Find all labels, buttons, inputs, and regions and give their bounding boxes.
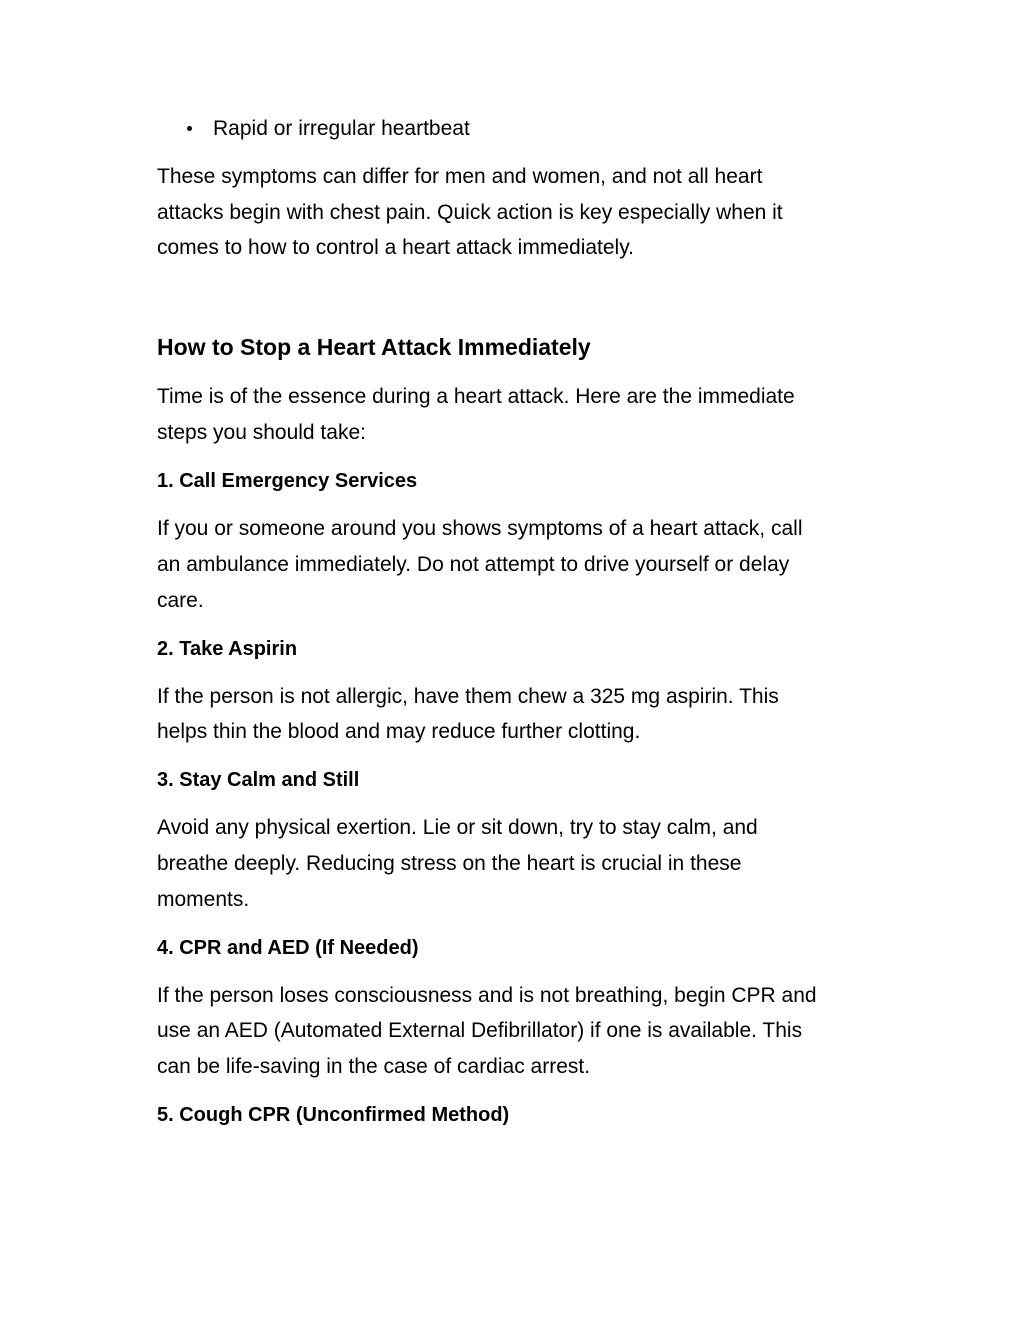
bullet-dot-icon xyxy=(187,126,192,131)
section-intro-line: Time is of the essence during a heart attack. Here are the immediate xyxy=(157,385,795,408)
step-line: breathe deeply. Reducing stress on the heart is crucial in these xyxy=(157,852,742,875)
step-line: an ambulance immediately. Do not attempt to drive yourself or delay xyxy=(157,553,790,576)
intro-line: These symptoms can differ for men and women, and not all heart xyxy=(157,165,763,188)
step-title: 4. CPR and AED (If Needed) xyxy=(157,937,419,959)
intro-line: attacks begin with chest pain. Quick action is key especially when it xyxy=(157,201,783,224)
step-title: 5. Cough CPR (Unconfirmed Method) xyxy=(157,1104,510,1126)
step-line: can be life-saving in the case of cardiac arrest. xyxy=(157,1055,591,1078)
step-line: Avoid any physical exertion. Lie or sit down, try to stay calm, and xyxy=(157,816,758,839)
step-line: If you or someone around you shows symptoms of a heart attack, call xyxy=(157,517,803,540)
step-line: care. xyxy=(157,589,204,612)
step-line: If the person loses consciousness and is not breathing, begin CPR and xyxy=(157,984,817,1007)
step-title: 1. Call Emergency Services xyxy=(157,470,418,492)
step-line: helps thin the blood and may reduce further clotting. xyxy=(157,720,641,743)
step-line: use an AED (Automated External Defibrillator) if one is available. This xyxy=(157,1019,803,1042)
section-heading: How to Stop a Heart Attack Immediately xyxy=(157,334,591,360)
intro-line: comes to how to control a heart attack immediately. xyxy=(157,236,634,259)
step-title: 2. Take Aspirin xyxy=(157,638,298,660)
bullet-item: Rapid or irregular heartbeat xyxy=(213,117,470,140)
step-title: 3. Stay Calm and Still xyxy=(157,769,360,791)
step-line: If the person is not allergic, have them chew a 325 mg aspirin. This xyxy=(157,685,779,708)
step-line: moments. xyxy=(157,888,250,911)
section-intro-line: steps you should take: xyxy=(157,421,366,444)
